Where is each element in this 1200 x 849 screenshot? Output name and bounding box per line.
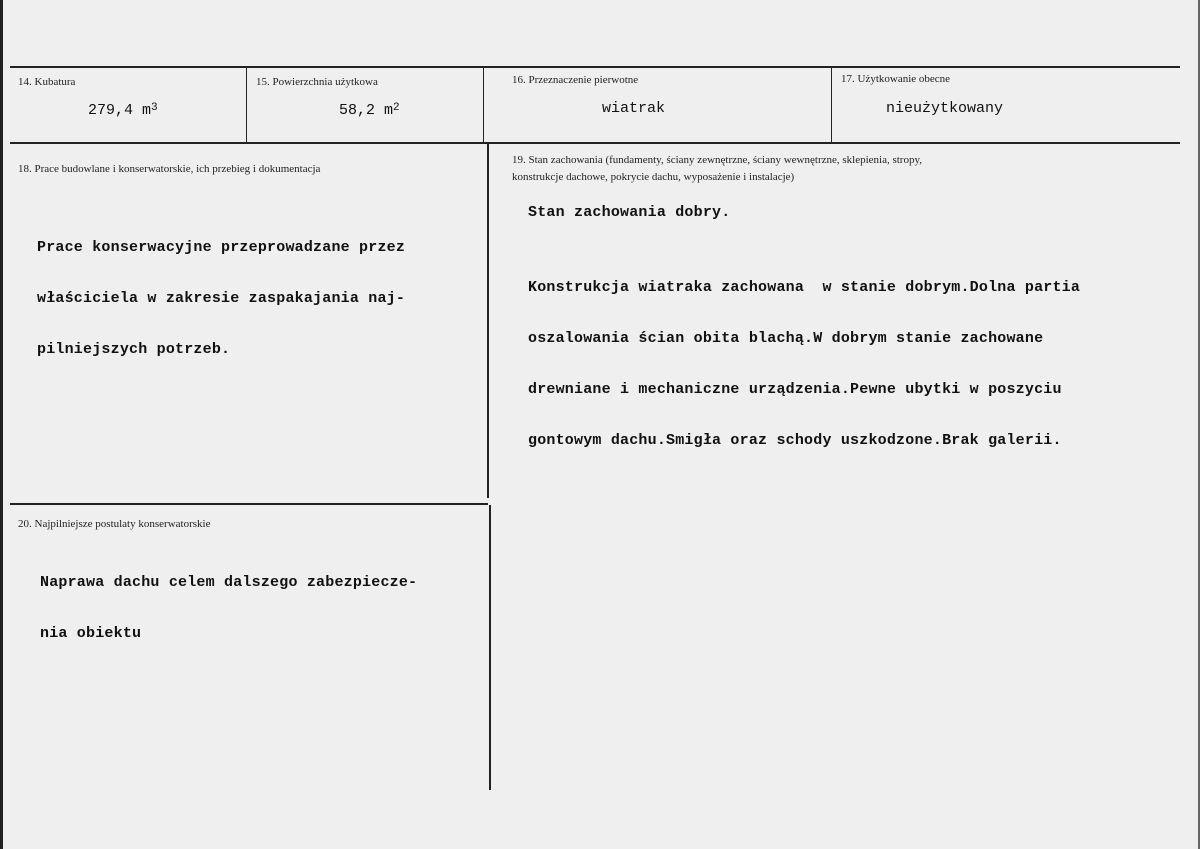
field-14-label: 14. Kubatura <box>18 76 76 88</box>
field-15-exponent: 2 <box>393 102 400 114</box>
field-19-line: Konstrukcja wiatraka zachowana w stanie dobrym.Dolna partia <box>528 279 1081 296</box>
col-divider-3 <box>831 66 832 143</box>
col-divider-1 <box>246 66 247 143</box>
field-19-label <box>512 152 1172 186</box>
field-20-line: nia obiektu <box>40 625 142 642</box>
field-18-line: pilniejszych potrzeb. <box>37 341 231 358</box>
field-18-line: Prace konserwacyjne przeprowadzane przez <box>37 239 406 256</box>
field-19-label-line: konstrukcje dachowe, pokrycie dachu, wyposażenie i instalacje) <box>512 171 795 183</box>
field-17-label: 17. Użytkowanie obecne <box>841 73 951 85</box>
field-14-exponent: 3 <box>151 102 158 114</box>
row1-bottom-rule <box>10 142 1180 144</box>
field-14-value <box>88 102 158 119</box>
field-19-line: oszalowania ścian obita blachą.W dobrym stanie zachowane <box>528 330 1044 347</box>
field-19-label-line: 19. Stan zachowania (fundamenty, ściany zewnętrzne, ściany wewnętrzne, sklepienia, stropy, <box>512 154 923 166</box>
scan-edge-left <box>0 0 3 849</box>
field-16-value: wiatrak <box>602 100 666 117</box>
field-20-text <box>40 540 417 676</box>
top-rule <box>10 66 1180 68</box>
field-19-text <box>528 245 1080 483</box>
field-19-line: drewniane i mechaniczne urządzenia.Pewne ubytki w poszyciu <box>528 381 1062 398</box>
field-15-label: 15. Powierzchnia użytkowa <box>256 76 378 88</box>
field-20-line: Naprawa dachu celem dalszego zabezpiecze- <box>40 574 418 591</box>
field-14-number: 279,4 m <box>88 102 152 119</box>
field-15-number: 58,2 m <box>339 102 394 119</box>
section-divider-vertical-lower <box>489 505 491 790</box>
field-20-label: 20. Najpilniejsze postulaty konserwatorskie <box>18 518 211 530</box>
field-17-value: nieużytkowany <box>886 100 1004 117</box>
field-18-label: 18. Prace budowlane i konserwatorskie, ich przebieg i dokumentacja <box>18 163 321 175</box>
section-divider-vertical <box>487 143 489 498</box>
field-15-value <box>339 102 400 119</box>
section20-top-rule <box>10 503 488 505</box>
field-19-line: gontowym dachu.Smigła oraz schody uszkodzone.Brak galerii. <box>528 432 1062 449</box>
field-16-label: 16. Przeznaczenie pierwotne <box>512 74 639 86</box>
field-18-text <box>37 205 405 392</box>
field-18-line: właściciela w zakresie zaspakajania naj- <box>37 290 406 307</box>
col-divider-2 <box>483 66 484 143</box>
field-19-summary: Stan zachowania dobry. <box>528 204 731 221</box>
